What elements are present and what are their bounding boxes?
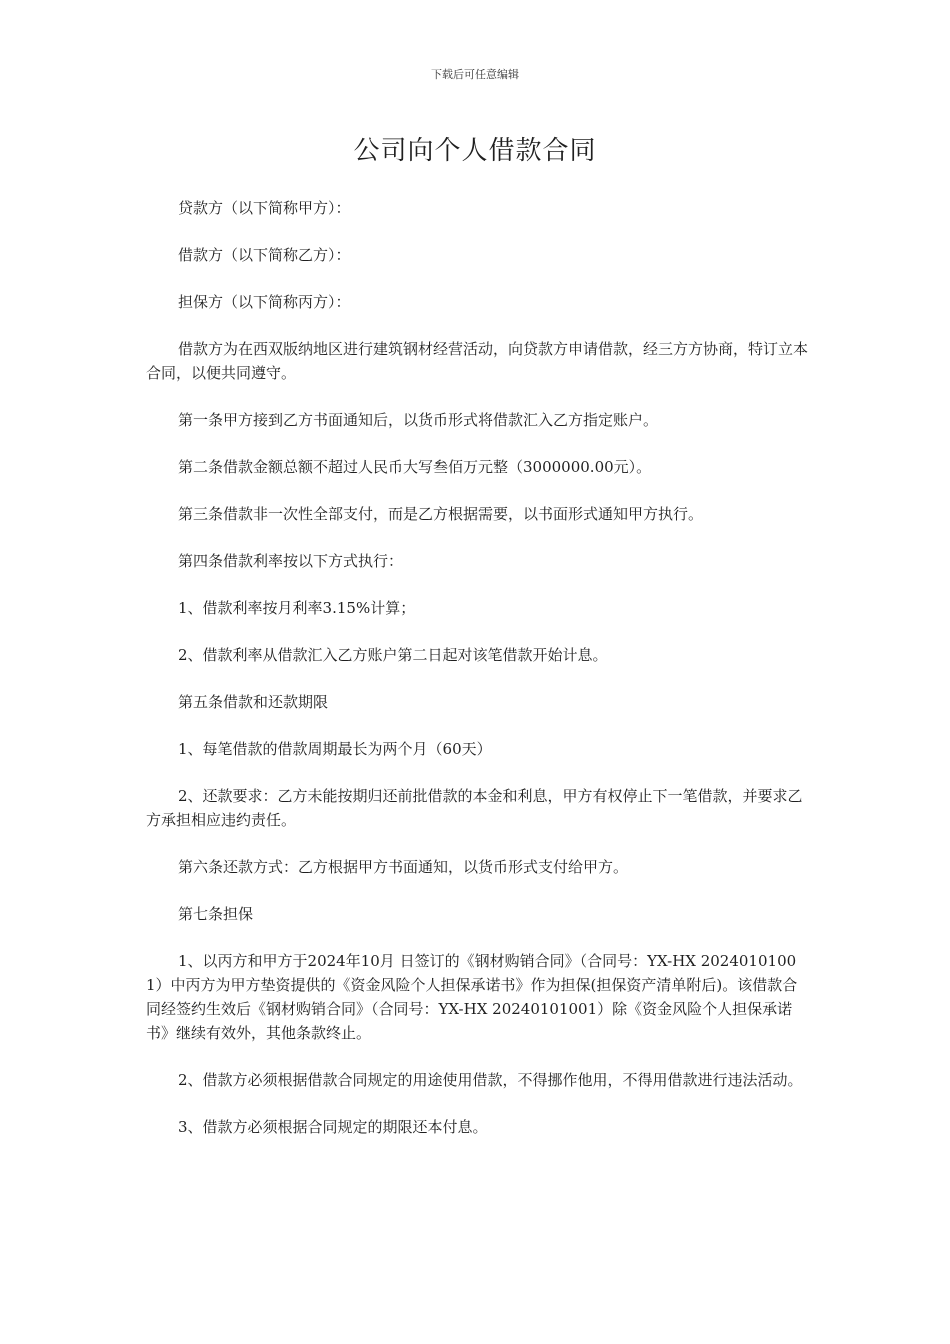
article-5-item-2: 2、还款要求：乙方未能按期归还前批借款的本金和利息，甲方有权停止下一笔借款，并要求乙方承担相应违约责任。 xyxy=(146,787,803,829)
preamble-paragraph: 借款方为在西双版纳地区进行建筑钢材经营活动，向贷款方申请借款，经三方方协商，特订立本合同，以便共同遵守。 xyxy=(146,340,809,382)
article-7-item-2: 2、借款方必须根据借款合同规定的用途使用借款，不得挪作他用，不得用借款进行违法活动。 xyxy=(178,1071,803,1089)
article-6: 第六条还款方式：乙方根据甲方书面通知，以货币形式支付给甲方。 xyxy=(178,858,629,876)
header-note: 下载后可任意编辑 xyxy=(431,68,519,81)
article-5-heading: 第五条借款和还款期限 xyxy=(178,693,329,711)
article-4-item-2: 2、借款利率从借款汇入乙方账户第二日起对该笔借款开始计息。 xyxy=(178,646,608,664)
document-title: 公司向个人借款合同 xyxy=(353,136,597,166)
article-4-heading: 第四条借款利率按以下方式执行： xyxy=(178,552,404,570)
article-2: 第二条借款金额总额不超过人民币大写叁佰万元整（3000000.00元）。 xyxy=(178,458,652,476)
article-7-item-3: 3、借款方必须根据合同规定的期限还本付息。 xyxy=(178,1118,488,1136)
article-7-item-1: 1、以丙方和甲方于2024年10月 日签订的《钢材购销合同》（合同号：YX-HX 20240101001）中丙方为甲方垫资提供的《资金风险个人担保承诺书》作为担保(担保资产清单附后)。该借款合同经签约生效后《钢材购销合同》（合同号：YX-HX 20240101001）除《资金风险个人担保承诺书》继续有效外，其他条款终止。 xyxy=(146,952,798,1042)
article-1: 第一条甲方接到乙方书面通知后，以货币形式将借款汇入乙方指定账户。 xyxy=(178,411,659,429)
article-7-heading: 第七条担保 xyxy=(178,905,254,923)
article-5-item-1: 1、每笔借款的借款周期最长为两个月（60天） xyxy=(178,740,492,758)
article-4-item-1: 1、借款利率按月利率3.15%计算； xyxy=(178,599,416,617)
party-borrower: 借款方（以下简称乙方）： xyxy=(178,246,351,264)
party-guarantor: 担保方（以下简称丙方）： xyxy=(178,293,351,311)
party-lender: 贷款方（以下简称甲方）： xyxy=(178,199,351,217)
document-body xyxy=(146,196,810,1162)
article-3: 第三条借款非一次性全部支付，而是乙方根据需要，以书面形式通知甲方执行。 xyxy=(178,505,704,523)
